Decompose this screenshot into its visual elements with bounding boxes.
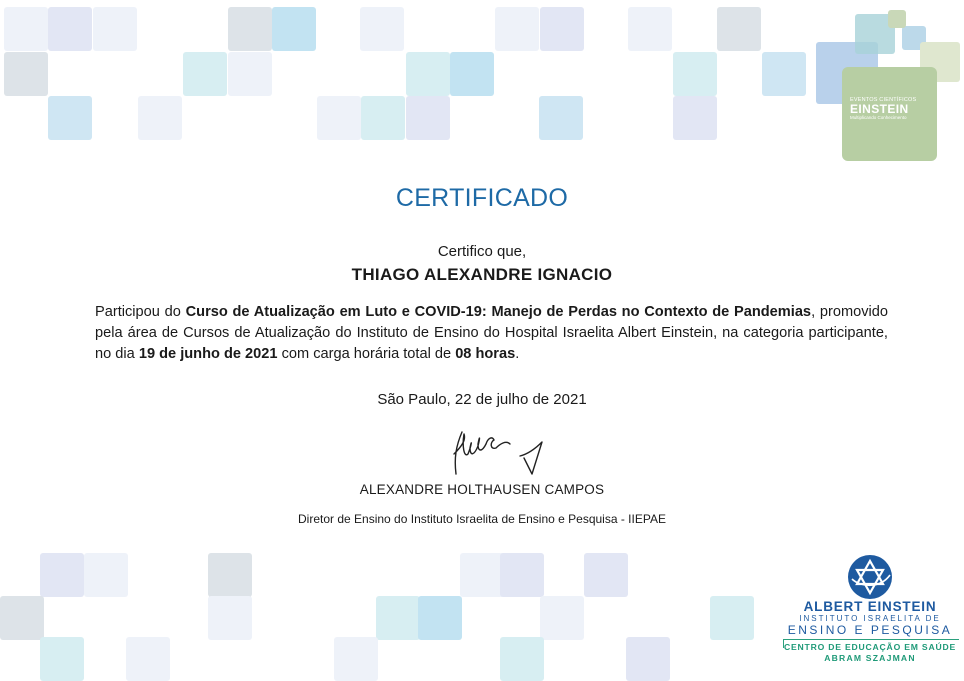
- albert-einstein-logo: [780, 553, 960, 673]
- body-text-2: , promovido pela área de Cursos de Atualização do Instituto de Ensino do Hospital Israelita Albert Einstein, na categoria participante, no dia: [95, 304, 888, 362]
- course-date: 19 de junho de 2021: [138, 346, 278, 362]
- decorative-tile: [228, 7, 272, 51]
- decorative-tile: [495, 7, 539, 51]
- decorative-tile: [317, 96, 361, 140]
- certificate-body: [95, 302, 888, 365]
- decorative-tile: [710, 596, 754, 640]
- decorative-tile: [626, 637, 670, 681]
- decorative-tile: [126, 637, 170, 681]
- decorative-tile: [0, 596, 44, 640]
- logo-main: EINSTEIN: [850, 102, 909, 116]
- logo-line-4: CENTRO DE EDUCAÇÃO EM SAÚDE: [784, 642, 956, 652]
- decorative-tile: [450, 52, 494, 96]
- body-text-1: Participou do: [95, 304, 186, 320]
- decorative-tile: [334, 637, 378, 681]
- decorative-tile: [84, 553, 128, 597]
- decorative-tile: [460, 553, 504, 597]
- certificate-intro: Certifico que,: [437, 243, 527, 260]
- decorative-tile: [540, 596, 584, 640]
- logo-line-3: ENSINO E PESQUISA: [787, 623, 953, 637]
- certificate-title: CERTIFICADO: [395, 184, 569, 212]
- decorative-tile: [361, 96, 405, 140]
- body-text-4: .: [515, 346, 520, 362]
- decorative-tile: [228, 52, 272, 96]
- decorative-tile: [406, 52, 450, 96]
- decorative-tile: [584, 553, 628, 597]
- decorative-tile: [48, 7, 92, 51]
- logo-line-2: INSTITUTO ISRAELITA DE: [799, 614, 941, 623]
- star-of-david-icon: [846, 553, 894, 601]
- decorative-tile: [48, 96, 92, 140]
- decorative-tile: [673, 96, 717, 140]
- decorative-tile: [376, 596, 420, 640]
- signer-name: ALEXANDRE HOLTHAUSEN CAMPOS: [359, 482, 605, 497]
- logo-kicker: EVENTOS CIENTÍFICOS: [850, 97, 917, 103]
- logo-tagline: Multiplicando Conhecimento: [850, 115, 907, 120]
- logo-line-1: ALBERT EINSTEIN: [803, 599, 937, 614]
- decorative-tile: [539, 96, 583, 140]
- decorative-tile: [418, 596, 462, 640]
- decorative-tile: [4, 7, 48, 51]
- decorative-tile: [93, 7, 137, 51]
- decorative-tile: [208, 553, 252, 597]
- body-text-3: com carga horária total de: [277, 346, 456, 362]
- course-name: Curso de Atualização em Luto e COVID-19: Manejo de Perdas no Contexto de Pandemias: [185, 304, 812, 320]
- decorative-tile: [272, 7, 316, 51]
- decorative-tile: [717, 7, 761, 51]
- course-hours: 08 horas: [455, 346, 516, 362]
- eventos-einstein-logo: [842, 67, 937, 161]
- decorative-tile: [183, 52, 227, 96]
- recipient-name: THIAGO ALEXANDRE IGNACIO: [351, 265, 613, 284]
- decorative-tile: [4, 52, 48, 96]
- decorative-tile: [762, 52, 806, 96]
- logo-divider: [783, 639, 959, 640]
- signer-role: Diretor de Ensino do Instituto Israelita de Ensino e Pesquisa - IIEPAE: [298, 512, 666, 526]
- place-date: São Paulo, 22 de julho de 2021: [377, 391, 587, 408]
- decorative-tile: [208, 596, 252, 640]
- decorative-tile: [406, 96, 450, 140]
- decorative-tile: [888, 10, 906, 28]
- decorative-tile: [540, 7, 584, 51]
- signature: [440, 424, 560, 484]
- decorative-tile: [673, 52, 717, 96]
- decorative-tile: [500, 553, 544, 597]
- decorative-tile: [40, 553, 84, 597]
- logo-line-5: ABRAM SZAJMAN: [824, 653, 916, 663]
- decorative-tile: [138, 96, 182, 140]
- decorative-tile: [40, 637, 84, 681]
- decorative-tile: [360, 7, 404, 51]
- decorative-tile: [500, 637, 544, 681]
- decorative-tile: [628, 7, 672, 51]
